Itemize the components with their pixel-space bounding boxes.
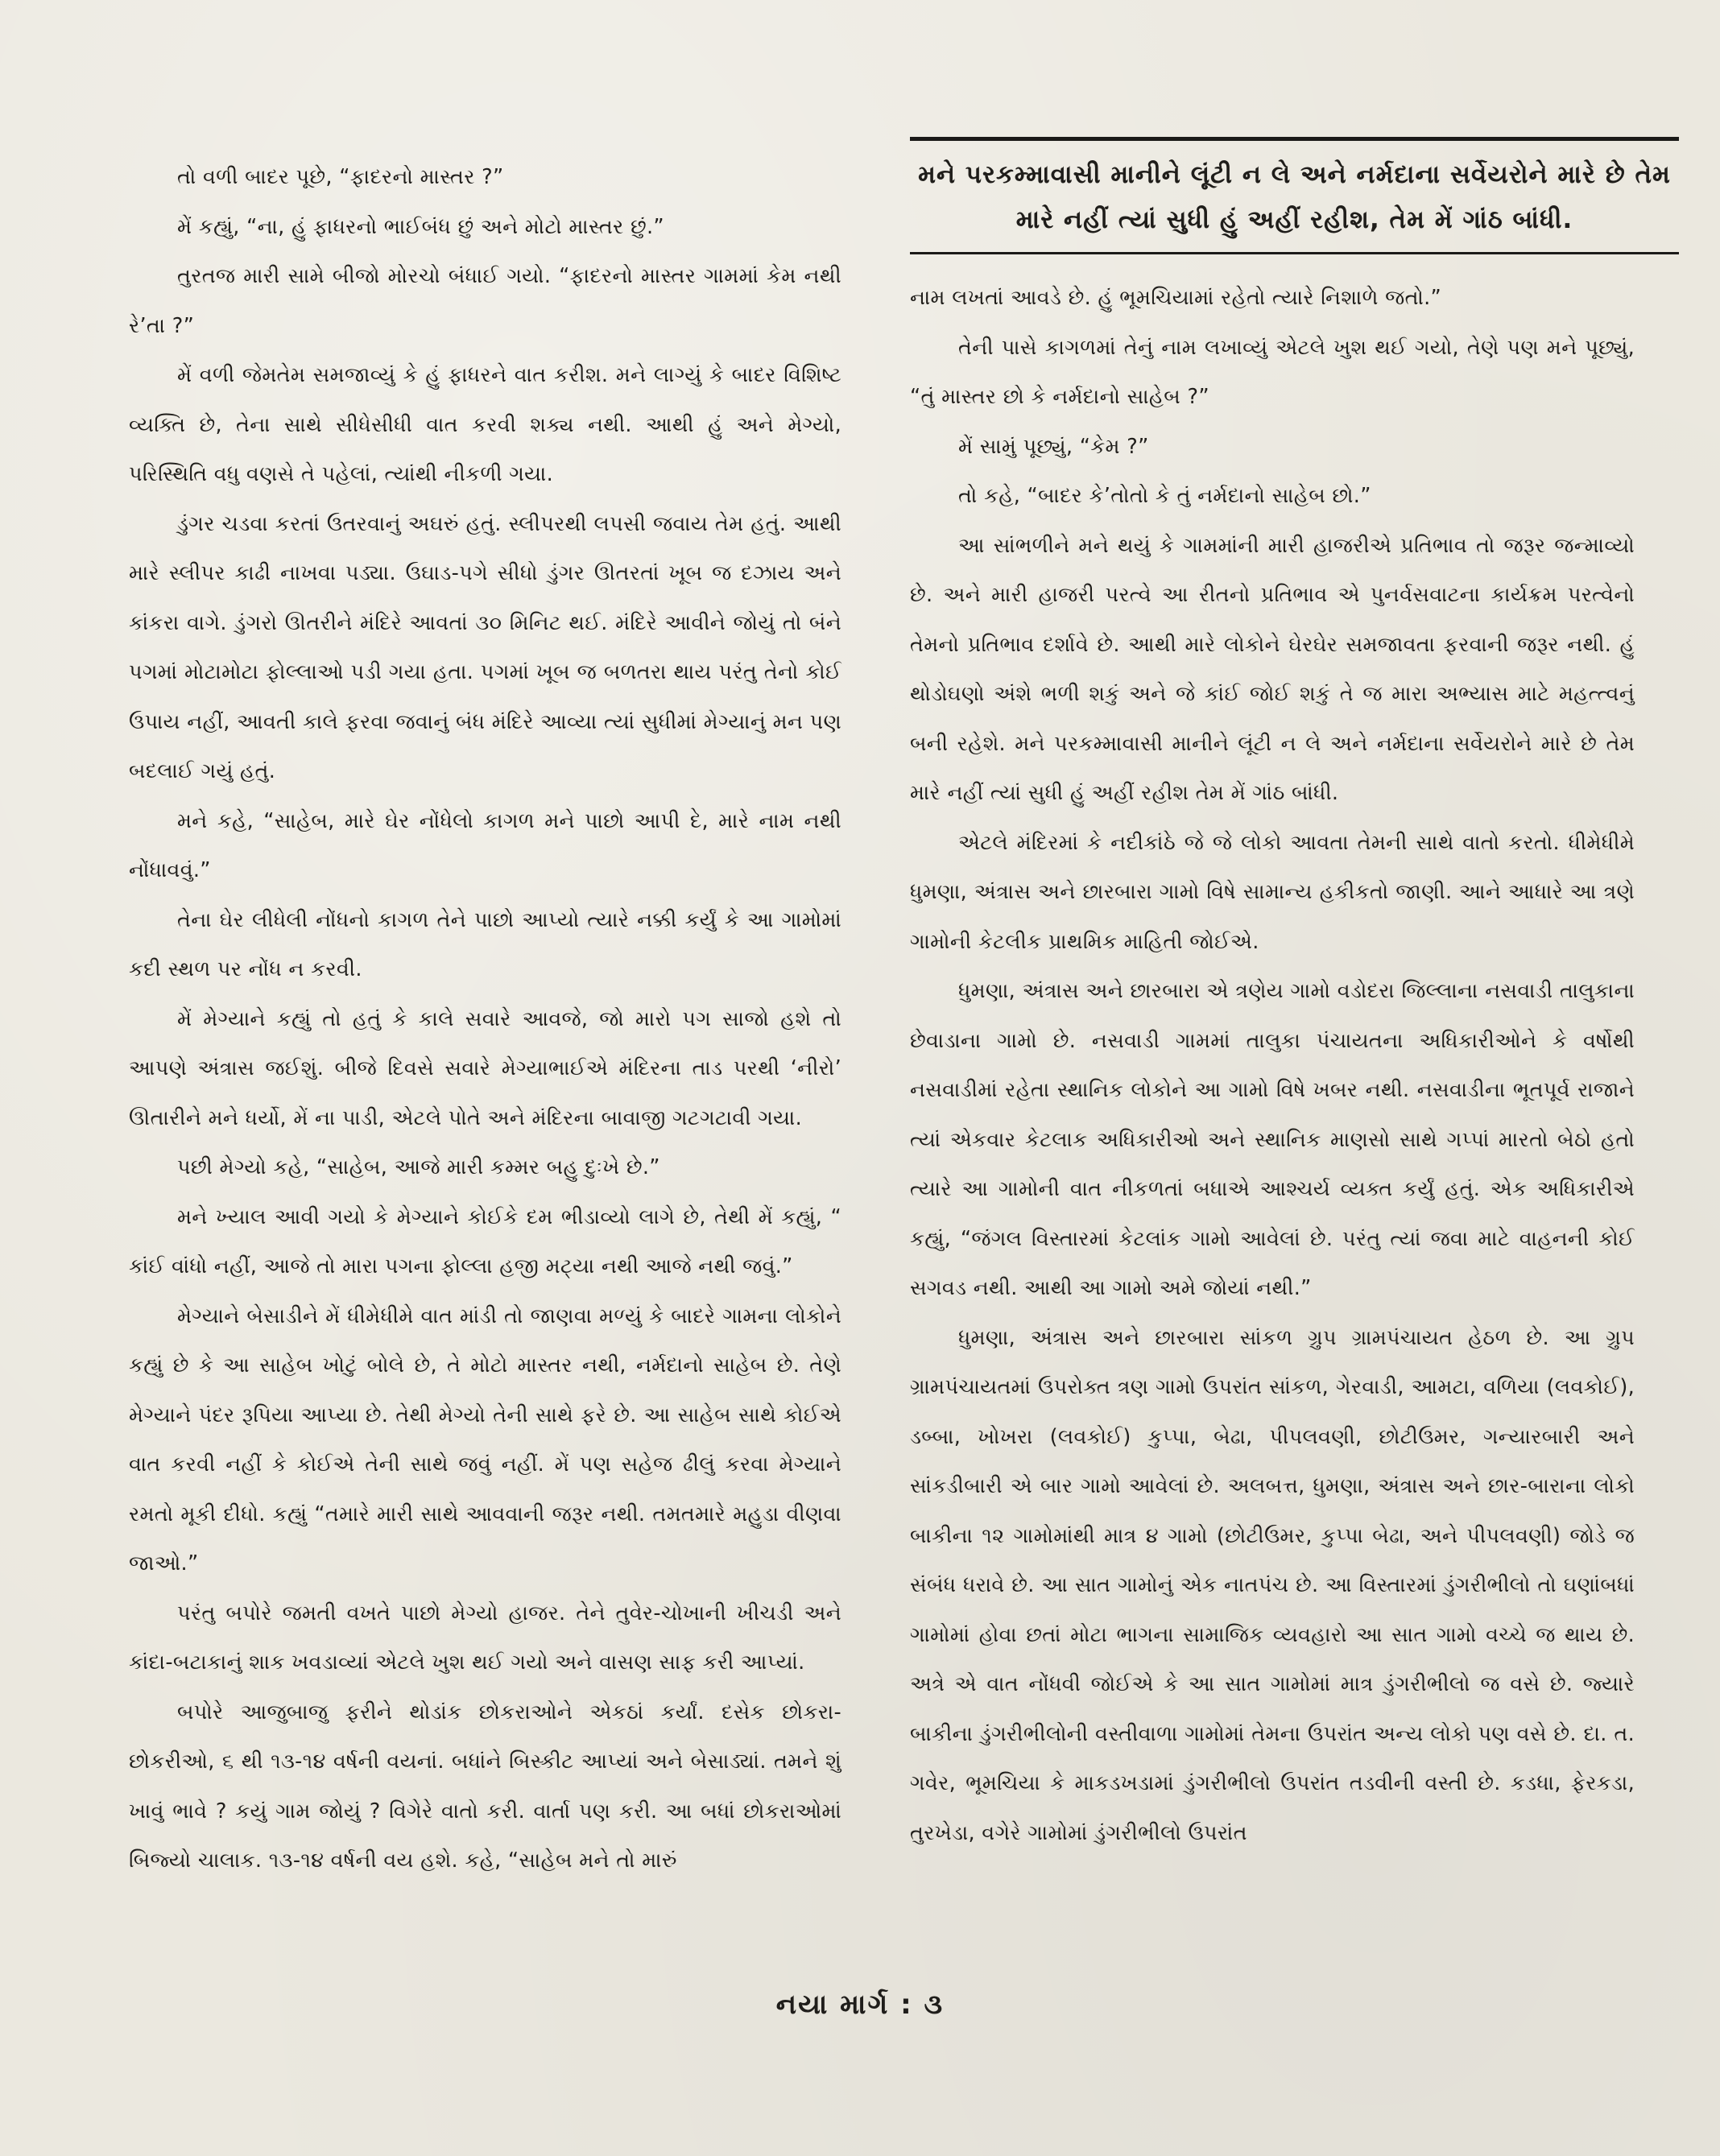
paragraph: તુરતજ મારી સામે બીજો મોરચો બંધાઈ ગયો. “ફાદરનો માસ્તર ગામમાં કેમ નથી રે’તા ?”	[129, 264, 841, 338]
paragraph: ડુંગર ચડવા કરતાં ઉતરવાનું અઘરું હતું. સ્લીપરથી લપસી જવાય તેમ હતું. આથી મારે સ્લીપર કાઢી નાખવા પડ્યા. ઉઘાડ-પગે સીધો ડુંગર ઊતરતાં ખૂબ જ દઝાય અને કાંકરા વાગે. ડુંગરો ઊતરીને મંદિરે આવતાં ૩૦ મિનિટ થઈ. મંદિરે આવીને જોયું તો બંને પગમાં મોટામોટા ફોલ્લાઓ પડી ગયા હતા. પગમાં ખૂબ જ બળતરા થાય પરંતુ તેનો કોઈ ઉપાય નહીં, આવતી કાલે ફરવા જવાનું બંધ મંદિરે આવ્યા ત્યાં સુધીમાં મેગ્યાનું મન પણ બદલાઈ ગયું હતું.	[129, 511, 841, 783]
paragraph: તેના ઘેર લીધેલી નોંધનો કાગળ તેને પાછો આપ્યો ત્યારે નક્કી કર્યું કે આ ગામોમાં કદી સ્થળ પર નોંધ ન કરવી.	[129, 907, 841, 981]
right-column	[910, 274, 1635, 1858]
paragraph: પછી મેગ્યો કહે, “સાહેબ, આજે મારી કમ્મર બહુ દુઃખે છે.”	[177, 1155, 660, 1179]
paragraph: ધુમણા, અંત્રાસ અને છારબારા એ ત્રણેય ગામો વડોદરા જિલ્લાના નસવાડી તાલુકાના છેવાડાના ગામો છે. નસવાડી ગામમાં તાલુકા પંચાયતના અધિકારીઓને કે વર્ષોથી નસવાડીમાં રહેતા સ્થાનિક લોકોને આ ગામો વિષે ખબર નથી. નસવાડીના ભૂતપૂર્વ રાજાને ત્યાં એકવાર કેટલાક અધિકારીઓ અને સ્થાનિક માણસો સાથે ગપ્પાં મારતો બેઠો હતો ત્યારે આ ગામોની વાત નીકળતાં બધાએ આશ્ચર્ય વ્યક્ત કર્યું હતું. એક અધિકારીએ કહ્યું, “જંગલ વિસ્તારમાં કેટલાંક ગામો આવેલાં છે. પરંતુ ત્યાં જવા માટે વાહનની કોઈ સગવડ નથી. આથી આ ગામો અમે જોયાં નથી.”	[910, 979, 1635, 1300]
paragraph: મેં કહ્યું, “ના, હું ફાધરનો ભાઈબંધ છું અને મોટો માસ્તર છું.”	[177, 214, 664, 239]
paragraph: નામ લખતાં આવડે છે. હું ભૂમચિયામાં રહેતો ત્યારે નિશાળે જતો.”	[910, 286, 1442, 310]
paragraph: મને કહે, “સાહેબ, મારે ઘેર નોંધેલો કાગળ મને પાછો આપી દે, મારે નામ નથી નોંધાવવું.”	[129, 808, 841, 882]
paragraph: મેં મેગ્યાને કહ્યું તો હતું કે કાલે સવારે આવજે, જો મારો પગ સાજો હશે તો આપણે અંત્રાસ જઈશું. બીજે દિવસે સવારે મેગ્યાભાઈએ મંદિરના તાડ પરથી ‘નીરો’ ઊતારીને મને ધર્યો, મેં ના પાડી, એટલે પોતે અને મંદિરના બાવાજી ગટગટાવી ગયા.	[129, 1006, 841, 1130]
pull-quote-text: મને પરકમ્માવાસી માનીને લૂંટી ન લે અને નર્મદાના સર્વેયરોને મારે છે તેમ મારે નહીં ત્યાં સુધી હું અહીં રહીશ, તેમ મેં ગાંઠ બાંધી.	[918, 160, 1671, 234]
pull-quote	[910, 137, 1679, 254]
paragraph: તો વળી બાદર પૂછે, “ફાદરનો માસ્તર ?”	[177, 165, 504, 189]
page-number: નયા માર્ગ : ૩	[775, 1989, 945, 2021]
paragraph: મેગ્યાને બેસાડીને મેં ધીમેધીમે વાત માંડી તો જાણવા મળ્યું કે બાદરે ગામના લોકોને કહ્યું છે કે આ સાહેબ ખોટું બોલે છે, તે મોટો માસ્તર નથી, નર્મદાનો સાહેબ છે. તેણે મેગ્યાને પંદર રૂપિયા આપ્યા છે. તેથી મેગ્યો તેની સાથે ફરે છે. આ સાહેબ સાથે કોઈએ વાત કરવી નહીં કે કોઈએ તેની સાથે જવું નહીં. મેં પણ સહેજ ઢીલું કરવા મેગ્યાને રમતો મૂકી દીધો. કહ્યું “તમારે મારી સાથે આવવાની જરૂર નથી. તમતમારે મહુડા વીણવા જાઓ.”	[129, 1303, 841, 1576]
left-column	[129, 153, 841, 1886]
paragraph: મેં સામું પૂછ્યું, “કેમ ?”	[958, 434, 1149, 459]
paragraph: મને ખ્યાલ આવી ગયો કે મેગ્યાને કોઈકે દમ ભીડાવ્યો લાગે છે, તેથી મેં કહ્યું, “ કાંઈ વાંધો નહીં, આજે તો મારા પગના ફોલ્લા હજી મટ્યા નથી આજે નથી જવું.”	[129, 1204, 841, 1278]
paragraph: મેં વળી જેમતેમ સમજાવ્યું કે હું ફાધરને વાત કરીશ. મને લાગ્યું કે બાદર વિશિષ્ટ વ્યક્તિ છે, તેના સાથે સીધેસીધી વાત કરવી શક્ય નથી. આથી હું અને મેગ્યો, પરિસ્થિતિ વધુ વણસે તે પહેલાં, ત્યાંથી નીકળી ગયા.	[129, 363, 841, 486]
paragraph: તેની પાસે કાગળમાં તેનું નામ લખાવ્યું એટલે ખુશ થઈ ગયો, તેણે પણ મને પૂછ્યું, “તું માસ્તર છો કે નર્મદાનો સાહેબ ?”	[910, 335, 1635, 409]
page-footer	[0, 1989, 1720, 2021]
paragraph: પરંતુ બપોરે જમતી વખતે પાછો મેગ્યો હાજર. તેને તુવેર-ચોખાની ખીચડી અને કાંદા-બટાકાનું શાક ખવડાવ્યાં એટલે ખુશ થઈ ગયો અને વાસણ સાફ કરી આપ્યાં.	[129, 1600, 841, 1675]
paragraph: તો કહે, “બાદર કે’તોતો કે તું નર્મદાનો સાહેબ છો.”	[958, 484, 1371, 508]
paragraph: ધુમણા, અંત્રાસ અને છારબારા સાંકળ ગ્રુપ ગ્રામપંચાયત હેઠળ છે. આ ગ્રુપ ગ્રામપંચાયતમાં ઉપરોક્ત ત્રણ ગામો ઉપરાંત સાંકળ, ગેરવાડી, આમટા, વળિયા (લવકોઈ), ડબ્બા, ખોખરા (લવકોઈ) કુપ્પા, બેઢા, પીપલવણી, છોટીઉમર, ગન્યારબારી અને સાંકડીબારી એ બાર ગામો આવેલાં છે. અલબત્ત, ધુમણા, અંત્રાસ અને છાર-બારાના લોકો બાકીના ૧૨ ગામોમાંથી માત્ર ૪ ગામો (છોટીઉમર, કુપ્પા બેઢા, અને પીપલવણી) જોડે જ સંબંધ ધરાવે છે. આ સાત ગામોનું એક નાતપંચ છે. આ વિસ્તારમાં ડુંગરીભીલો તો ઘણાંબધાં ગામોમાં હોવા છતાં મોટા ભાગના સામાજિક વ્યવહારો આ સાત ગામો વચ્ચે જ થાય છે. અત્રે એ વાત નોંધવી જોઈએ કે આ સાત ગામોમાં માત્ર ડુંગરીભીલો જ વસે છે. જ્યારે બાકીના ડુંગરીભીલોની વસ્તીવાળા ગામોમાં તેમના ઉપરાંત અન્ય લોકો પણ વસે છે. દા. ત. ગવેર, ભૂમચિયા કે માકડખડામાં ડુંગરીભીલો ઉપરાંત તડવીની વસ્તી છે. કડધા, ફેરકડા, તુરખેડા, વગેરે ગામોમાં ડુંગરીભીલો ઉપરાંત	[910, 1325, 1635, 1845]
paragraph: આ સાંભળીને મને થયું કે ગામમાંની મારી હાજરીએ પ્રતિભાવ તો જરૂર જન્માવ્યો છે. અને મારી હાજરી પરત્વે આ રીતનો પ્રતિભાવ એ પુનર્વસવાટના કાર્યક્રમ પરત્વેનો તેમનો પ્રતિભાવ દર્શાવે છે. આથી મારે લોકોને ઘેરઘેર સમજાવતા ફરવાની જરૂર નથી. હું થોડોઘણો અંશે ભળી શકું અને જે કાંઈ જોઈ શકું તે જ મારા અભ્યાસ માટે મહત્ત્વનું બની રહેશે. મને પરકમ્માવાસી માનીને લૂંટી ન લે અને નર્મદાના સર્વેયરોને મારે છે તેમ મારે નહીં ત્યાં સુધી હું અહીં રહીશ તેમ મેં ગાંઠ બાંધી.	[910, 533, 1635, 805]
paragraph: બપોરે આજુબાજુ ફરીને થોડાંક છોકરાઓને એકઠાં કર્યાં. દસેક છોકરા-છોકરીઓ, ૬ થી ૧૩-૧૪ વર્ષની વયનાં. બધાંને બિસ્કીટ આપ્યાં અને બેસાડ્યાં. તમને શું ખાવું ભાવે ? કયું ગામ જોયું ? વિગેરે વાતો કરી. વાર્તા પણ કરી. આ બધાં છોકરાઓમાં બિજ્યો ચાલાક. ૧૩-૧૪ વર્ષની વય હશે. કહે, “સાહેબ મને તો મારું	[129, 1700, 841, 1873]
paragraph: એટલે મંદિરમાં કે નદીકાંઠે જે જે લોકો આવતા તેમની સાથે વાતો કરતો. ધીમેધીમે ધુમણા, અંત્રાસ અને છારબારા ગામો વિષે સામાન્ય હકીકતો જાણી. આને આધારે આ ત્રણે ગામોની કેટલીક પ્રાથમિક માહિતી જોઈએ.	[910, 830, 1635, 954]
